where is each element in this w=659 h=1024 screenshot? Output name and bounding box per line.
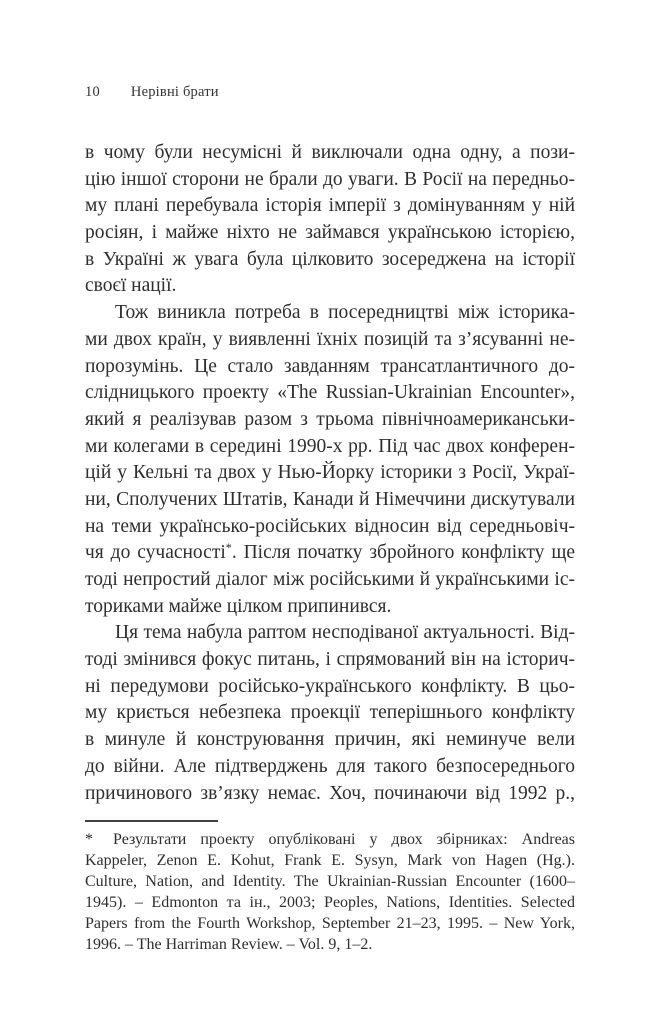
footnote-line: 1996. – The Harriman Review. – Vol. 9, 1–2. — [85, 936, 373, 953]
text-line: в минуле й конструювання причин, які неминуче вели — [85, 729, 575, 751]
text-line: слідницького проекту «The Russian-Ukrainian Encounter», — [85, 382, 575, 404]
text-line: цій у Кельні та двох у Нью-Йорку історики з Росії, Украї- — [85, 462, 575, 484]
footnote — [85, 829, 575, 955]
footnote-line: 1945). – Edmonton та ін., 2003; Peoples, Nations, Identities. Selected — [85, 894, 575, 911]
footnote-line — [85, 829, 575, 850]
footnote-line: Papers from the Fourth Workshop, September 21–23, 1995. – New York, — [85, 915, 575, 932]
text-line: в Україні ж увага була цілковито зосереджена на історії — [85, 248, 575, 270]
text-line: росіян, і майже ніхто не займався українською історією, — [85, 222, 575, 244]
running-title: Нерівні брати — [130, 84, 219, 100]
page-number: 10 — [85, 84, 100, 100]
footnote-ref-marker: * — [225, 541, 232, 556]
text-segment: чя до сучасності — [85, 542, 226, 564]
text-line: тоді змінився фокус питань, і спрямований він на історич- — [85, 649, 575, 671]
footnote-line: Kappeler, Zenon E. Kohut, Frank E. Sysyn, Mark von Hagen (Hg.). — [85, 852, 575, 869]
text-line: ми колегами в середині 1990-х рр. Під час двох конферен- — [85, 435, 575, 457]
text-line: Ця тема набула раптом несподіваної актуальності. Від- — [115, 622, 575, 644]
paragraph — [85, 620, 575, 807]
text-line: цію іншої сторони не брали до уваги. В Росії на передньо- — [85, 168, 575, 190]
text-line: ториками майже цілком припинився. — [85, 595, 392, 617]
text-line — [85, 540, 575, 567]
paragraph — [85, 300, 575, 620]
footnote-separator — [85, 820, 218, 822]
text-line: ни, Сполучених Штатів, Канади й Німеччини дискутували — [85, 488, 575, 510]
page-header — [85, 84, 575, 101]
text-line: порозумінь. Це стало завданням трансатлантичного до- — [85, 355, 575, 377]
text-segment: . Після початку збройного конфлікту ще — [231, 542, 575, 564]
text-line: ні передумови російсько-українського конфлікту. В цьо- — [85, 675, 575, 697]
paragraph — [85, 140, 575, 300]
footnote-line: Culture, Nation, and Identity. The Ukrainian-Russian Encounter (1600– — [85, 873, 575, 890]
footnote-marker: * — [85, 831, 93, 848]
text-line: Тож виникла потреба в посередництві між історика- — [115, 302, 575, 324]
page-body — [85, 140, 575, 807]
text-line: своєї нації. — [85, 275, 177, 297]
text-line: му криється небезпека проекції теперішнього конфлікту — [85, 702, 575, 724]
text-line: тоді непростий діалог між російськими й українськими іс- — [85, 569, 575, 590]
footnote-text: Результати проекту опубліковані у двох збірниках: Andreas — [113, 831, 575, 848]
text-line: який я реалізував разом з трьома північноамериканськи- — [85, 408, 575, 430]
text-line: в чому були несумісні й виключали одна одну, а пози- — [85, 142, 575, 163]
text-line: му плані перебувала історія імперії з домінуванням у ній — [85, 195, 575, 217]
text-line: причинового зв’язку немає. Хоч, починаючи від 1992 р., — [85, 782, 575, 804]
text-line: ми двох країн, у виявленні їхніх позицій та з’ясуванні не- — [85, 328, 575, 350]
text-line: до війни. Але підтверджень для такого безпосереднього — [85, 755, 575, 777]
text-line: на теми українсько-російських відносин від середньовіч- — [85, 515, 575, 537]
